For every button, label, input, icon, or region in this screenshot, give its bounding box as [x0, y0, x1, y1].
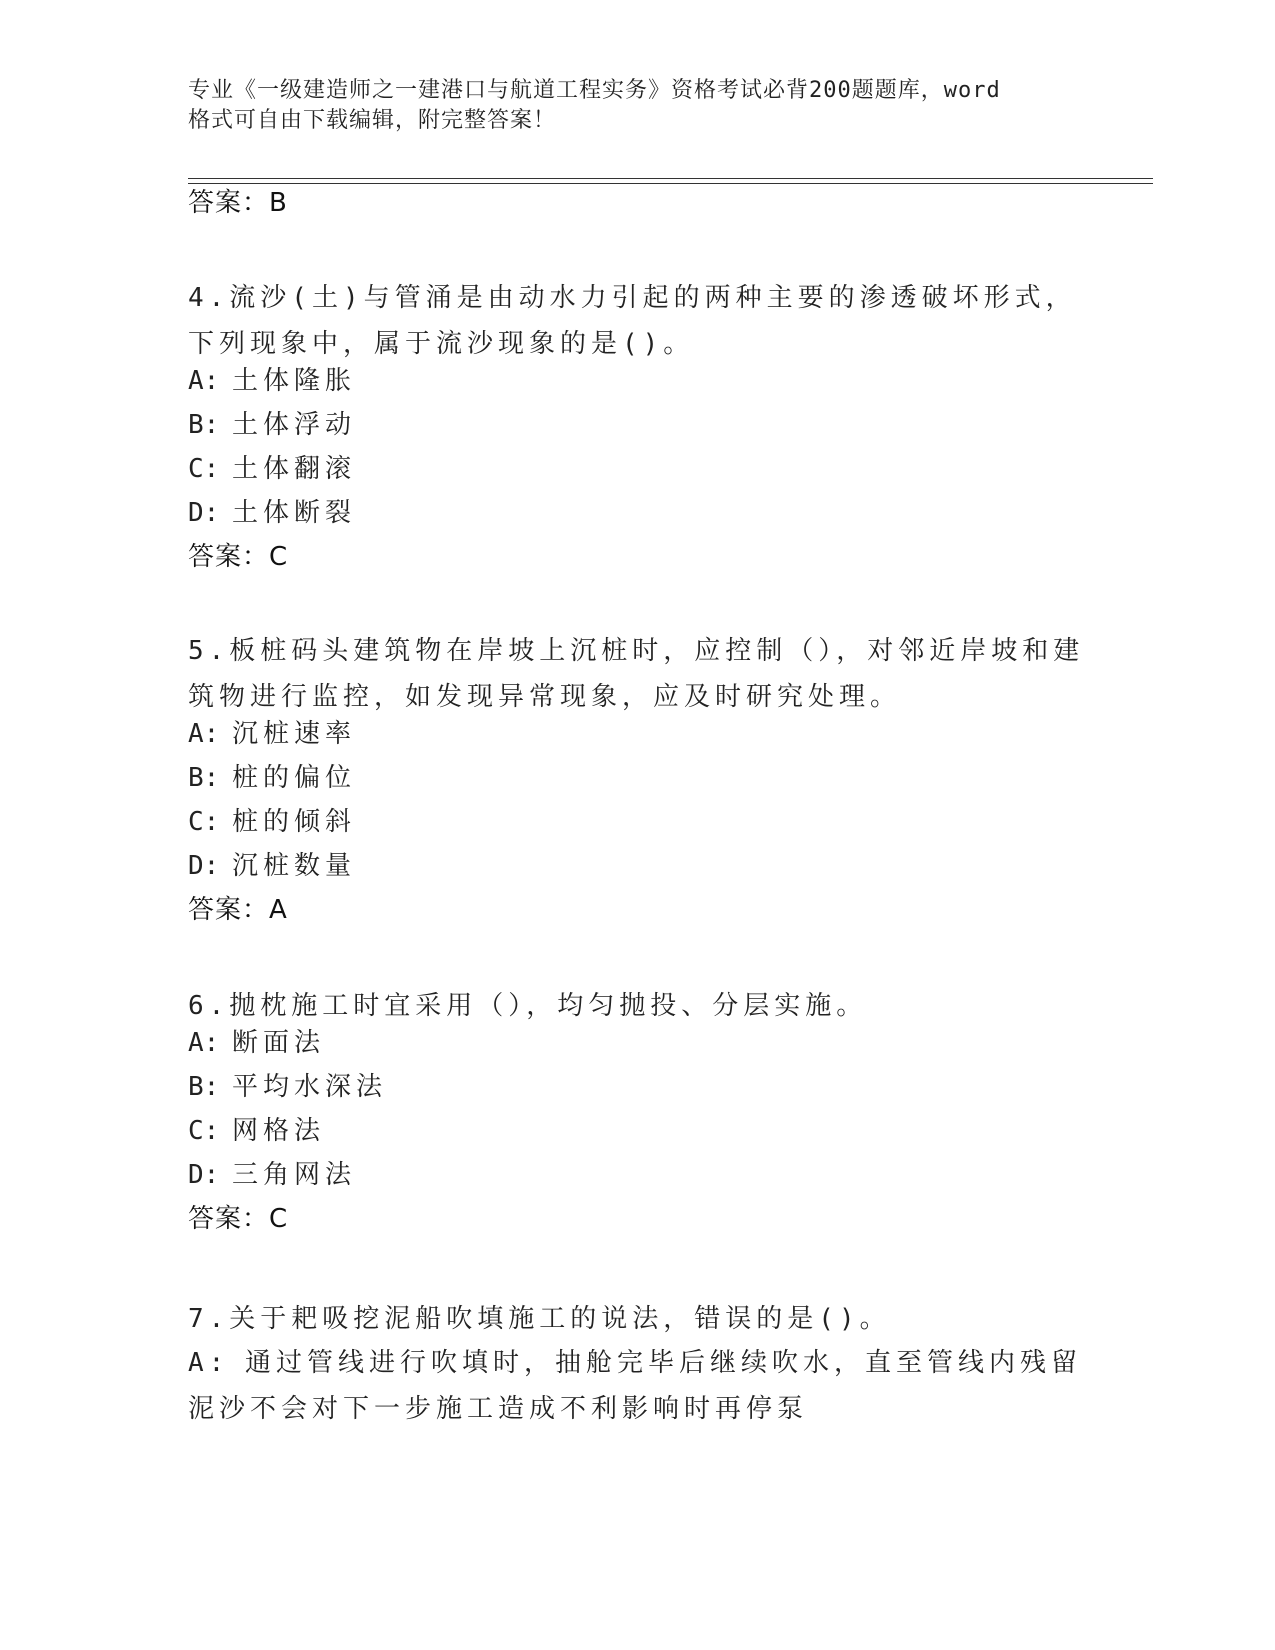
option-text: 通过管线进行吹填时，抽舱完毕后继续吹水，直至管线内残留泥沙不会对下一步施工造成不利影响时再停泵	[188, 1348, 1082, 1424]
question-4-option-b	[188, 408, 1088, 442]
option-text: 土体翻滚	[232, 454, 357, 484]
question-5-stem: 5.板桩码头建筑物在岸坡上沉桩时，应控制（），对邻近岸坡和建筑物进行监控，如发现异常现象，应及时研究处理。	[188, 636, 1085, 712]
question-4-option-c	[188, 452, 1088, 486]
option-label: D:	[188, 498, 220, 528]
answer-q4: 答案：C	[188, 542, 289, 572]
option-label: B:	[188, 763, 220, 793]
answer-q6: 答案：C	[188, 1204, 289, 1234]
question-7-option-a	[188, 1340, 1088, 1432]
option-label: D:	[188, 851, 220, 881]
option-label: B:	[188, 410, 220, 440]
option-text: 土体隆胀	[232, 366, 357, 396]
option-label: A:	[188, 1348, 230, 1378]
header-rule-top	[188, 178, 1153, 179]
question-5-option-a	[188, 717, 1088, 751]
question-6-stem: 6.抛枕施工时宜采用（），均匀抛投、分层实施。	[188, 991, 868, 1021]
option-text: 平均水深法	[232, 1072, 388, 1102]
option-label: A:	[188, 719, 220, 749]
option-label: C:	[188, 1116, 220, 1146]
answer-q3: 答案：B	[188, 188, 288, 218]
question-6-option-d	[188, 1158, 1088, 1192]
option-text: 土体浮动	[232, 410, 357, 440]
option-text: 三角网法	[232, 1160, 357, 1190]
option-text: 土体断裂	[232, 498, 357, 528]
option-text: 桩的偏位	[232, 763, 357, 793]
header-line-2: 格式可自由下载编辑，附完整答案！	[188, 108, 557, 133]
answer-q5: 答案：A	[188, 895, 288, 925]
question-5-option-d	[188, 849, 1088, 883]
question-4-option-a	[188, 364, 1088, 398]
question-5-option-c	[188, 805, 1088, 839]
question-6-option-c	[188, 1114, 1088, 1148]
header-rule-bottom	[188, 183, 1153, 184]
option-label: C:	[188, 454, 220, 484]
question-6-option-b	[188, 1070, 1088, 1104]
option-text: 网格法	[232, 1116, 326, 1146]
option-text: 断面法	[232, 1028, 326, 1058]
question-6-option-a	[188, 1026, 1088, 1060]
option-label: C:	[188, 807, 220, 837]
question-5-option-b	[188, 761, 1088, 795]
option-label: D:	[188, 1160, 220, 1190]
header-line-1: 专业《一级建造师之一建港口与航道工程实务》资格考试必背200题题库，word	[188, 78, 1001, 103]
question-4-option-d	[188, 496, 1088, 530]
option-text: 沉桩数量	[232, 851, 357, 881]
option-label: A:	[188, 366, 220, 396]
option-label: B:	[188, 1072, 220, 1102]
document-header	[188, 76, 1068, 136]
option-text: 桩的倾斜	[232, 807, 357, 837]
question-7-stem: 7.关于耙吸挖泥船吹填施工的说法，错误的是()。	[188, 1304, 891, 1334]
question-4-stem: 4.流沙(土)与管涌是由动水力引起的两种主要的渗透破坏形式，下列现象中，属于流沙现象的是()。	[188, 283, 1077, 359]
option-label: A:	[188, 1028, 220, 1058]
option-text: 沉桩速率	[232, 719, 357, 749]
